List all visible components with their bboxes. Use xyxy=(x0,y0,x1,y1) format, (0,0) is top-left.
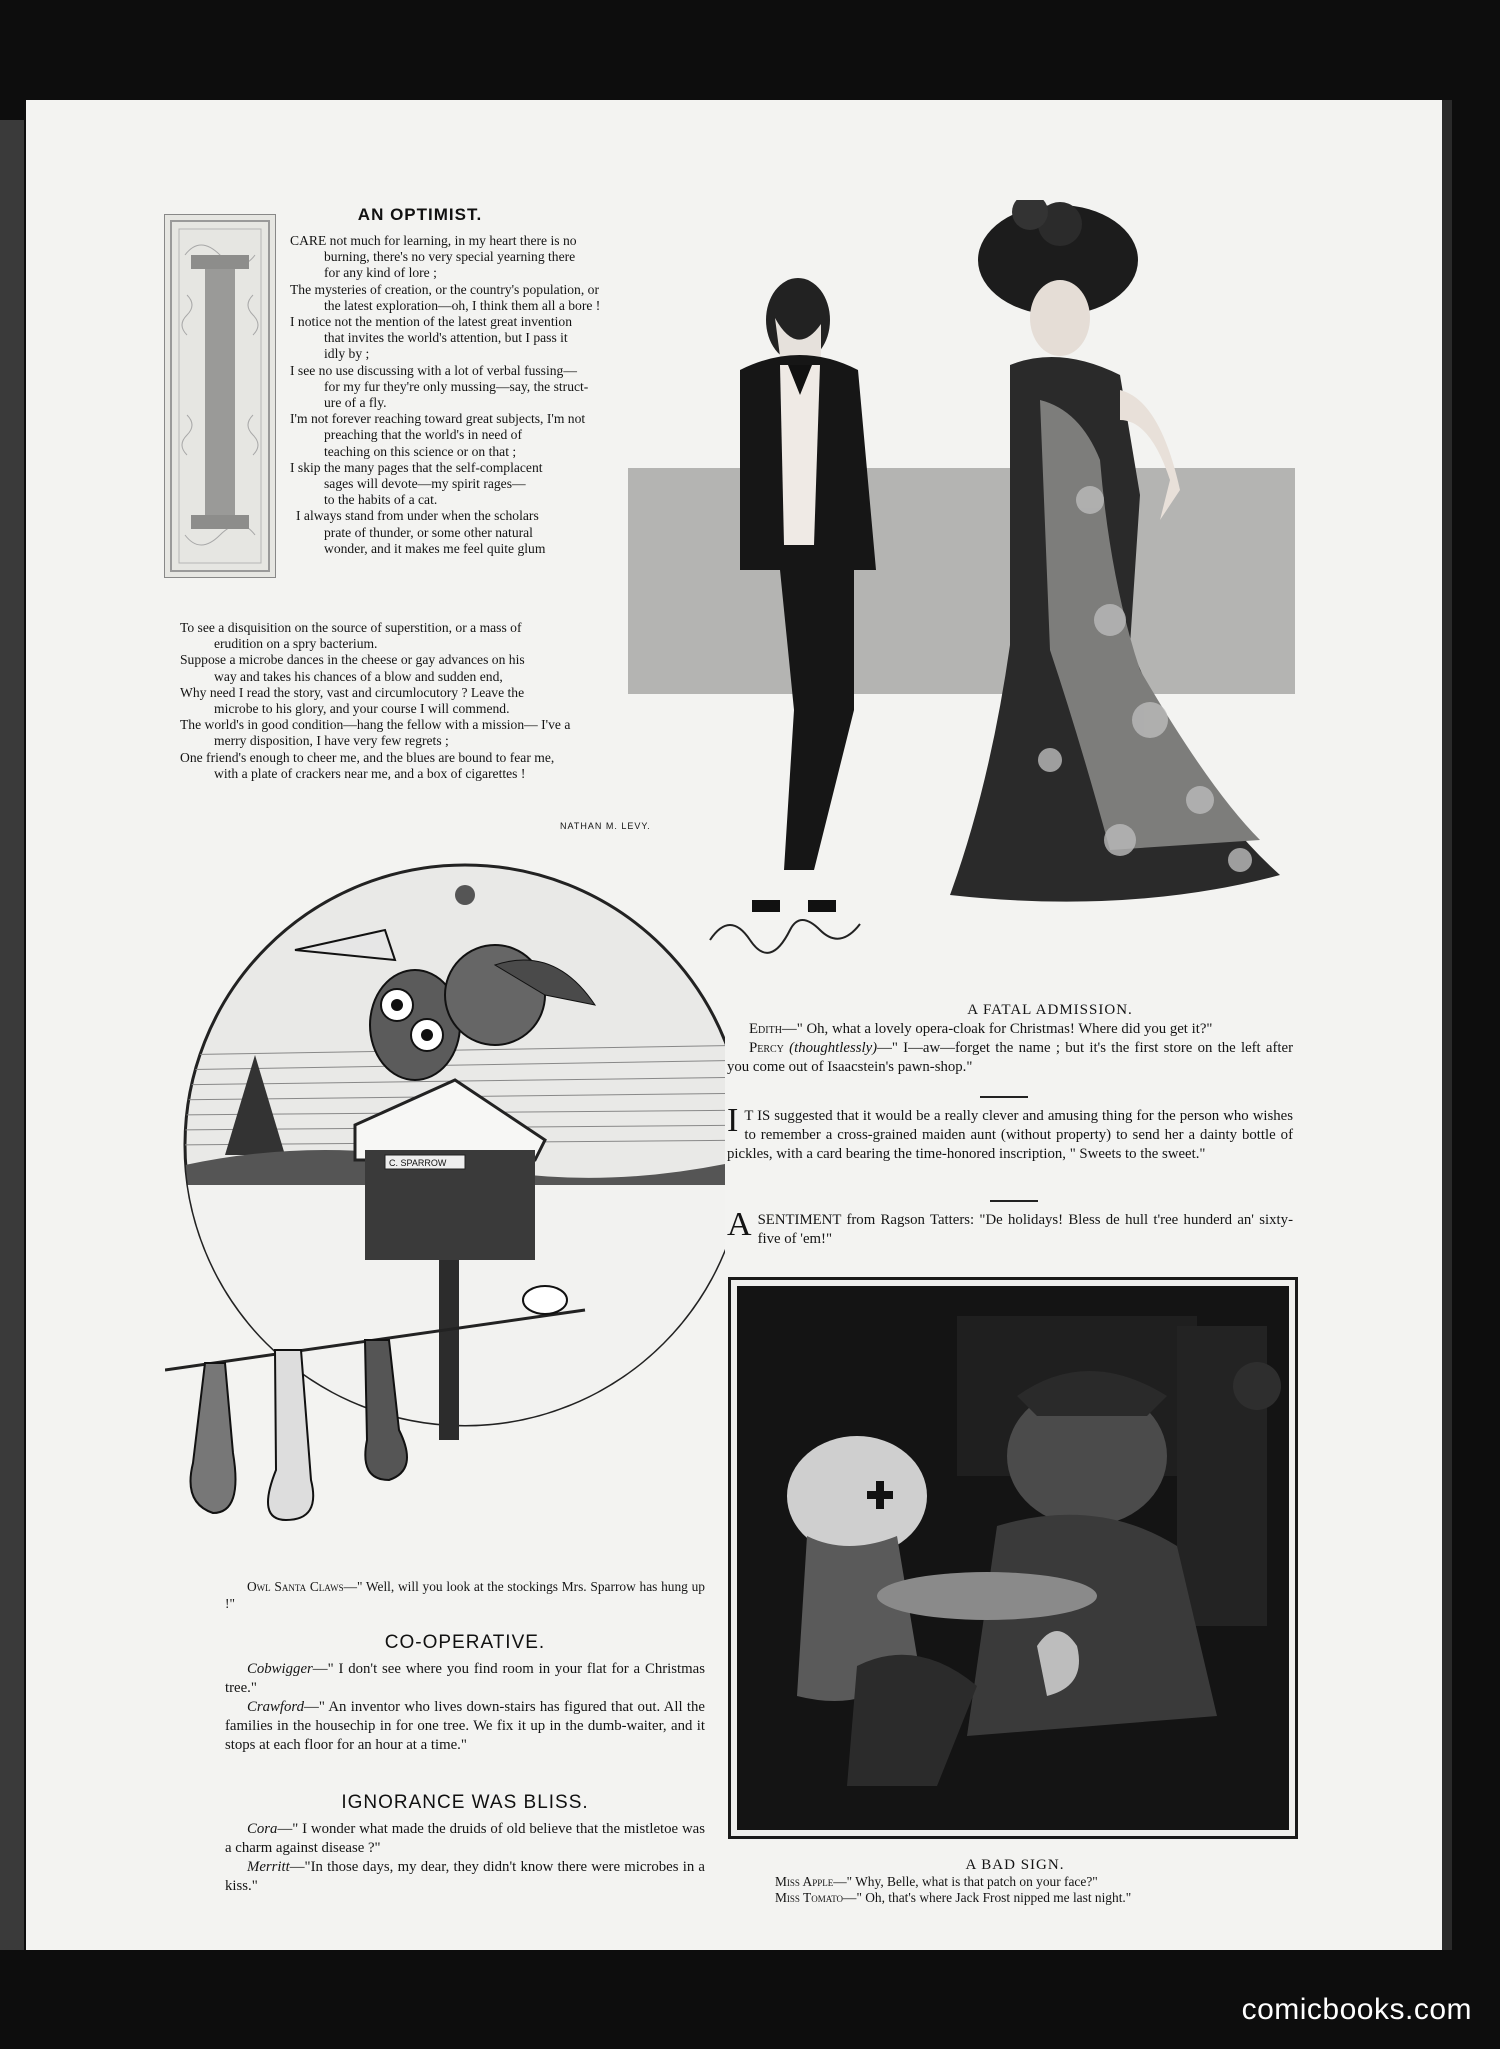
drop-cap-letter xyxy=(165,215,166,216)
poem-line: way and takes his chances of a blow and sudden end, xyxy=(214,668,503,684)
crawford-line: —" An inventor who lives down-stairs has figured that out. All the families in the housechip in for one tree. We fix it up in the dumb-waiter, and it stops at each floor for an hour at a time." xyxy=(225,1699,705,1753)
fatal-admission-dialogue xyxy=(727,1020,1293,1077)
merritt-line: —"In those days, my dear, they didn't know there were microbes in a kiss." xyxy=(225,1859,705,1894)
bad-sign-title: A BAD SIGN. xyxy=(965,1857,1065,1873)
couple-drawing xyxy=(620,200,1320,1000)
ignorance-dialogue xyxy=(225,1820,705,1896)
poem-line: that invites the world's attention, but I pass it xyxy=(324,330,568,346)
poem-line: CARE not much for learning, in my heart there is no xyxy=(290,233,577,248)
poem-line: teaching on this science or on that ; xyxy=(324,443,517,459)
poem-line: Why need I read the story, vast and circumlocutory ? Leave the xyxy=(180,684,525,700)
miss-apple-line: —" Why, Belle, what is that patch on your face?" xyxy=(833,1874,1098,1889)
poem-line: microbe to his glory, and your course I will commend. xyxy=(214,701,510,717)
poem-line: ure of a fly. xyxy=(324,395,387,411)
cora-line: —" I wonder what made the druids of old believe that the mistletoe was a charm against disease ?" xyxy=(225,1821,705,1856)
speaker-cora: Cora xyxy=(247,1821,278,1837)
poem-line: wonder, and it makes me feel quite glum xyxy=(324,540,546,556)
poem-line: for my fur they're only mussing—say, the struct- xyxy=(324,378,589,394)
pickles-text: T IS suggested that it would be a really clever and amusing thing for the person who wishes to remember a cross-grained maiden aunt (without property) to send her a dainty bottle of pickles, with a card bearing the time-honored inscription, " Sweets to the sweet." xyxy=(727,1108,1293,1162)
divider-rule xyxy=(980,1096,1028,1098)
poem-line: erudition on a spry bacterium. xyxy=(214,636,378,652)
initial-cap: I xyxy=(727,1102,739,1139)
poem-line: I see no use discussing with a lot of verbal fussing— xyxy=(290,362,577,378)
site-watermark: comicbooks.com xyxy=(1241,1993,1472,2026)
poem-line: sages will devote—my spirit rages— xyxy=(324,476,526,492)
speaker-edith: Edith xyxy=(749,1021,782,1037)
optimist-poem-bottom xyxy=(180,620,680,782)
birdhouse-sign: C. SPARROW xyxy=(389,1158,447,1168)
drop-cap-ornament xyxy=(164,214,276,578)
optimist-poem-top xyxy=(290,233,670,557)
poem-line: the latest exploration—oh, I think them all a bore ! xyxy=(324,297,601,313)
poem-line: to the habits of a cat. xyxy=(324,492,438,508)
owl-line: —" Well, will you look at the stockings Mrs. Sparrow has hung up !" xyxy=(225,1579,705,1611)
ignorance-title: IGNORANCE WAS BLISS. xyxy=(341,1792,589,1813)
poem-line: I always stand from under when the scholars xyxy=(296,508,539,524)
poem-line: I'm not forever reaching toward great subjects, I'm not xyxy=(290,411,586,427)
poem-line: I skip the many pages that the self-complacent xyxy=(290,459,543,475)
poem-line: prate of thunder, or some other natural xyxy=(324,524,533,540)
miss-tomato-line: —" Oh, that's where Jack Frost nipped me last night." xyxy=(843,1890,1132,1905)
cooperative-dialogue xyxy=(225,1660,705,1755)
owl-santa-illustration xyxy=(165,855,725,1535)
pickles-paragraph xyxy=(727,1102,1293,1164)
ornament-border-graphic xyxy=(165,215,275,577)
poem-author: NATHAN M. LEVY. xyxy=(560,821,651,831)
speaker-miss-tomato: Miss Tomato xyxy=(775,1890,844,1905)
optimist-title: AN OPTIMIST. xyxy=(357,205,483,224)
poem-line: To see a disquisition on the source of superstition, or a mass of xyxy=(180,620,522,635)
initial-cap: A xyxy=(727,1206,752,1243)
poem-line: One friend's enough to cheer me, and the blues are bound to fear me, xyxy=(180,749,555,765)
percy-line: —" I—aw—forget the name ; but it's the first store on the left after you come out of Isaacstein's pawn-shop." xyxy=(727,1040,1294,1075)
cooperative-title: CO-OPERATIVE. xyxy=(384,1632,546,1653)
bad-sign-dialogue xyxy=(775,1874,1295,1906)
speaker-percy: Percy xyxy=(749,1040,784,1056)
poem-line: burning, there's no very special yearning there xyxy=(324,249,576,265)
poem-line: for any kind of lore ; xyxy=(324,265,437,281)
poem-line: idly by ; xyxy=(324,346,370,362)
book-spine xyxy=(0,120,24,1950)
edith-line: —" Oh, what a lovely opera-cloak for Christmas! Where did you get it?" xyxy=(781,1021,1213,1037)
speaker-miss-apple: Miss Apple xyxy=(775,1874,834,1889)
fatal-admission-title: A FATAL ADMISSION. xyxy=(967,1002,1133,1018)
poem-line: with a plate of crackers near me, and a box of cigarettes ! xyxy=(214,765,526,781)
sentiment-text: SENTIMENT from Ragson Tatters: "De holidays! Bless de hull t'ree hunderd an' sixty-five of 'em!" xyxy=(757,1212,1293,1247)
bad-sign-illustration xyxy=(728,1277,1298,1839)
cobwigger-line: —" I don't see where you find room in your flat for a Christmas tree." xyxy=(225,1661,705,1696)
sentiment-paragraph xyxy=(727,1206,1293,1249)
poem-line: preaching that the world's in need of xyxy=(324,427,522,443)
poem-line: Suppose a microbe dances in the cheese or gay advances on his xyxy=(180,652,525,668)
poem-line: The world's in good condition—hang the fellow with a mission— I've a xyxy=(180,717,571,733)
poem-line: The mysteries of creation, or the country's population, or xyxy=(290,281,599,297)
owl-caption xyxy=(225,1578,705,1612)
stage-direction: (thoughtlessly) xyxy=(789,1040,878,1056)
poem-line: I notice not the mention of the latest great invention xyxy=(290,314,572,330)
poem-line: merry disposition, I have very few regrets ; xyxy=(214,733,449,749)
speaker-crawford: Crawford xyxy=(247,1699,305,1715)
speaker-cobwigger: Cobwigger xyxy=(247,1661,313,1677)
speaker-owl: Owl Santa Claws xyxy=(247,1579,344,1594)
fruit-women-picture xyxy=(737,1286,1289,1830)
fatal-admission-illustration xyxy=(620,200,1320,1000)
divider-rule xyxy=(990,1200,1038,1202)
owl-cartoon xyxy=(165,855,725,1535)
speaker-merritt: Merritt xyxy=(247,1859,290,1875)
